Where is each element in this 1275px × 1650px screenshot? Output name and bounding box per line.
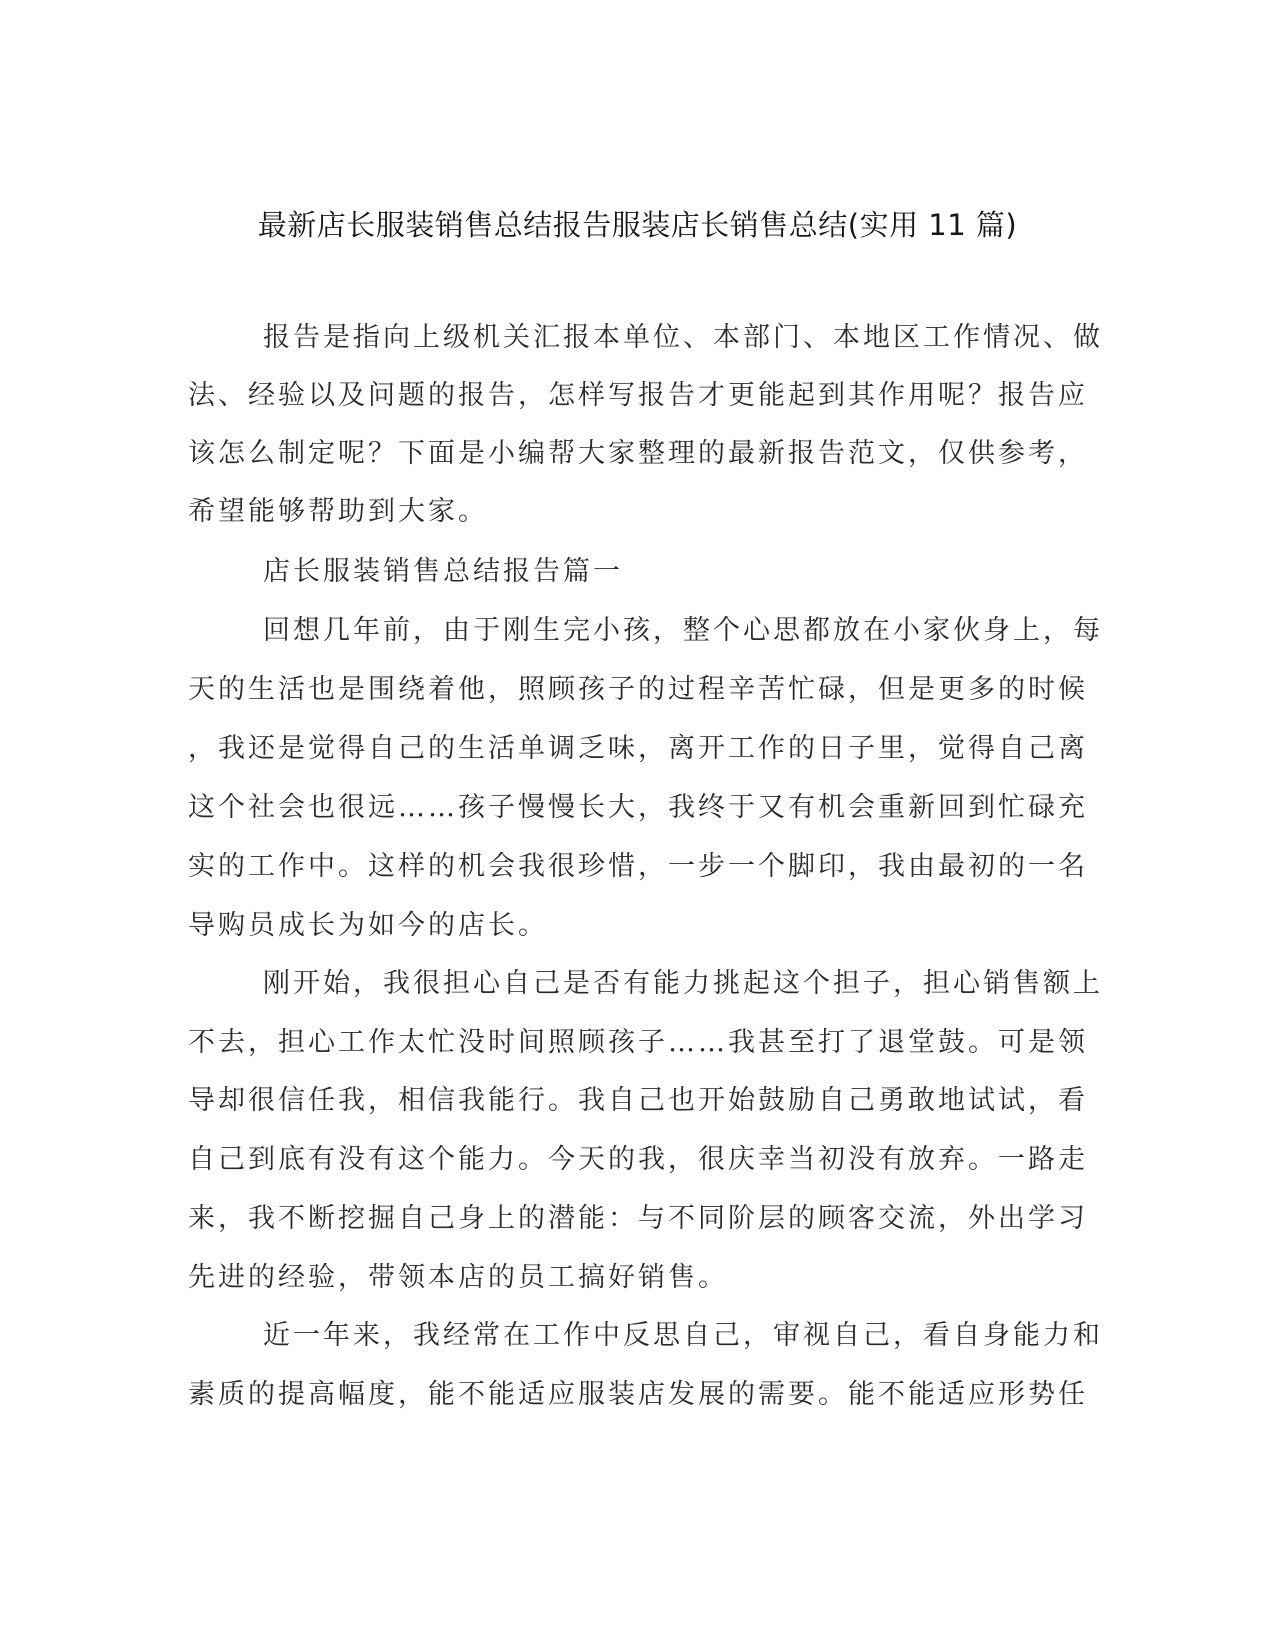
paragraph-line: 实的工作中。这样的机会我很珍惜，一步一个脚印，我由最初的一名	[188, 851, 1088, 882]
paragraph-line: 回想几年前，由于刚生完小孩，整个心思都放在小家伙身上，每	[263, 615, 1103, 646]
paragraph-line: 近一年来，我经常在工作中反思自己，审视自己，看自身能力和	[263, 1320, 1103, 1351]
paragraph-line: 自己到底有没有这个能力。今天的我，很庆幸当初没有放弃。一路走	[188, 1144, 1088, 1175]
paragraph-line: 导购员成长为如今的店长。	[188, 910, 548, 941]
paragraph-line: 来，我不断挖掘自己身上的潜能：与不同阶层的顾客交流，外出学习	[188, 1203, 1088, 1234]
paragraph-line: 该怎么制定呢？下面是小编帮大家整理的最新报告范文，仅供参考，	[188, 438, 1088, 469]
paragraph-line: 刚开始，我很担心自己是否有能力挑起这个担子，担心销售额上	[263, 968, 1103, 999]
paragraph-line: 不去，担心工作太忙没时间照顾孩子……我甚至打了退堂鼓。可是领	[188, 1027, 1088, 1058]
paragraph-line: 天的生活也是围绕着他，照顾孩子的过程辛苦忙碌，但是更多的时候	[188, 674, 1088, 705]
paragraph-line: 希望能够帮助到大家。	[188, 496, 488, 527]
paragraph-line: 素质的提高幅度，能不能适应服装店发展的需要。能不能适应形势任	[188, 1379, 1088, 1410]
section-heading: 店长服装销售总结报告篇一	[263, 556, 623, 587]
paragraph-line: 导却很信任我，相信我能行。我自己也开始鼓励自己勇敢地试试，看	[188, 1085, 1088, 1116]
paragraph-line: ，我还是觉得自己的生活单调乏味，离开工作的日子里，觉得自己离	[188, 733, 1088, 764]
paragraph-line: 这个社会也很远……孩子慢慢长大，我终于又有机会重新回到忙碌充	[188, 792, 1088, 823]
document-title: 最新店长服装销售总结报告服装店长销售总结(实用 11 篇)	[257, 208, 1018, 242]
paragraph-line: 先进的经验，带领本店的员工搞好销售。	[188, 1262, 728, 1293]
paragraph-line: 法、经验以及问题的报告，怎样写报告才更能起到其作用呢？报告应	[188, 380, 1088, 411]
paragraph-line: 报告是指向上级机关汇报本单位、本部门、本地区工作情况、做	[263, 322, 1103, 353]
